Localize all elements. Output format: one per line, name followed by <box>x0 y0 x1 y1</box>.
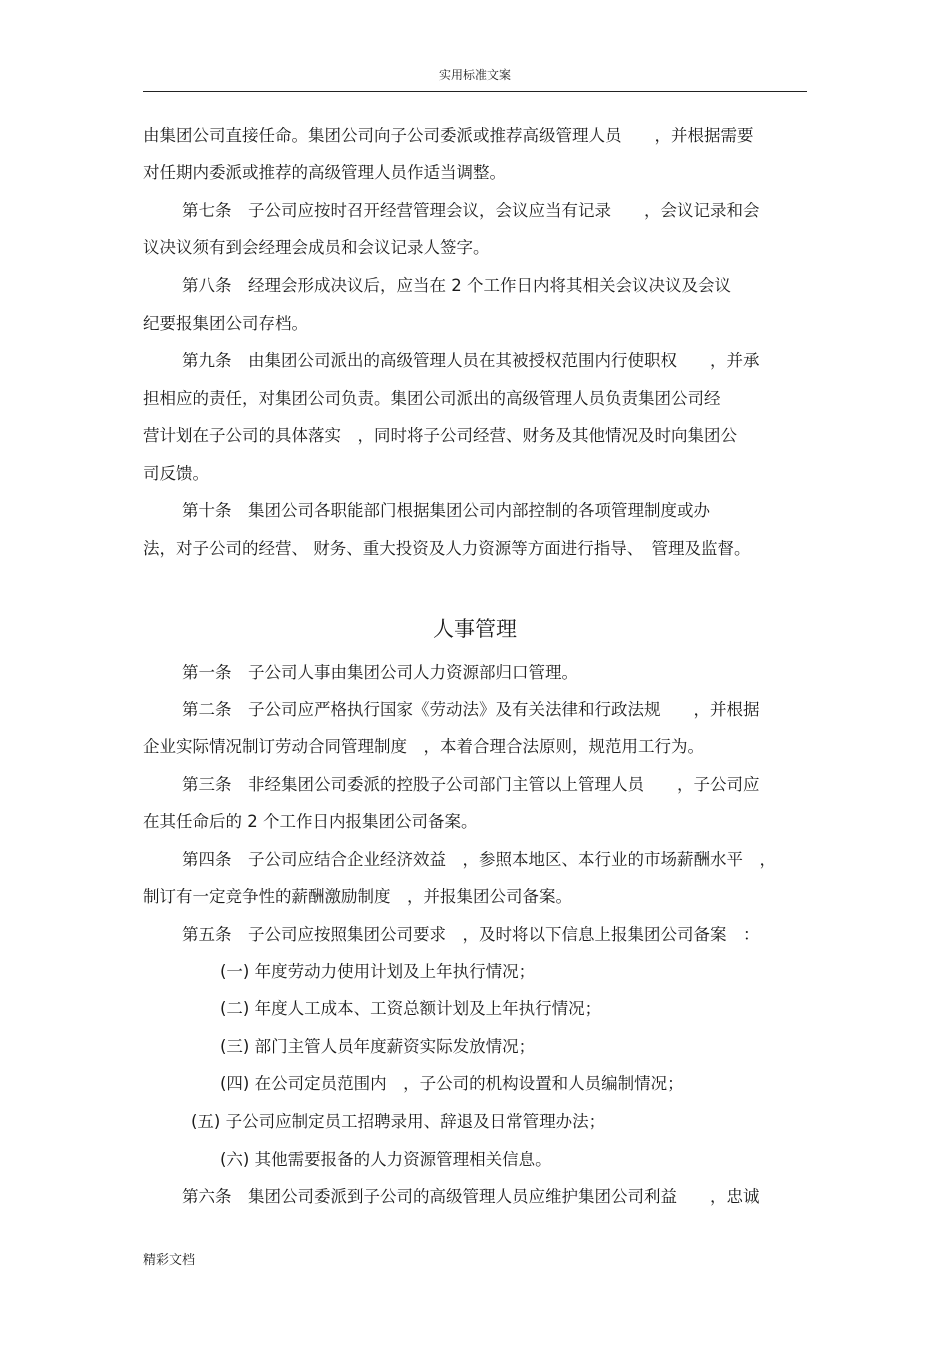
section-line: 第六条 集团公司委派到子公司的高级管理人员应维护集团公司利益 ，忠诚 <box>182 1187 760 1206</box>
page-header: 实用标准文案 <box>438 68 511 82</box>
section-title: 人事管理 <box>433 617 517 641</box>
section-line: 企业实际情况制订劳动合同管理制度 ，本着合理合法原则，规范用工行为。 <box>143 737 704 756</box>
section-line: 第五条 子公司应按照集团公司要求 ，及时将以下信息上报集团公司备案 ： <box>182 925 760 944</box>
list-item: (四) 在公司定员范围内 ，子公司的机构设置和人员编制情况； <box>220 1074 684 1093</box>
list-item: (五) 子公司应制定员工招聘录用、辞退及日常管理办法； <box>191 1112 606 1131</box>
section-line: 第四条 子公司应结合企业经济效益 ，参照本地区、本行业的市场薪酬水平 ， <box>182 850 776 869</box>
list-item: (一) 年度劳动力使用计划及上年执行情况； <box>220 962 536 981</box>
list-item: (二) 年度人工成本、工资总额计划及上年执行情况； <box>220 999 602 1018</box>
body-line: 纪要报集团公司存档。 <box>143 314 308 333</box>
body-line: 第八条 经理会形成决议后，应当在 2 个工作日内将其相关会议决议及会议 <box>182 276 731 295</box>
body-line: 法，对子公司的经营、 财务、重大投资及人力资源等方面进行指导、 管理及监督。 <box>143 539 751 558</box>
list-item: (六) 其他需要报备的人力资源管理相关信息。 <box>220 1150 552 1169</box>
section-line: 第二条 子公司应严格执行国家《劳动法》及有关法律和行政法规 ，并根据 <box>182 700 760 719</box>
list-item: (三) 部门主管人员年度薪资实际发放情况； <box>220 1037 536 1056</box>
body-line: 司反馈。 <box>143 464 209 483</box>
section-line: 第三条 非经集团公司委派的控股子公司部门主管以上管理人员 ，子公司应 <box>182 775 760 794</box>
body-line: 担相应的责任，对集团公司负责。集团公司派出的高级管理人员负责集团公司经 <box>143 389 721 408</box>
body-line: 由集团公司直接任命。集团公司向子公司委派或推荐高级管理人员 ，并根据需要 <box>143 126 754 145</box>
section-line: 制订有一定竞争性的薪酬激励制度 ，并报集团公司备案。 <box>143 887 572 906</box>
page-footer: 精彩文档 <box>143 1253 196 1268</box>
body-line: 第七条 子公司应按时召开经营管理会议，会议应当有记录 ，会议记录和会 <box>182 201 760 220</box>
section-line: 在其任命后的 2 个工作日内报集团公司备案。 <box>143 812 478 831</box>
header-divider <box>143 91 807 92</box>
body-line: 第十条 集团公司各职能部门根据集团公司内部控制的各项管理制度或办 <box>182 501 710 520</box>
body-line: 议决议须有到会经理会成员和会议记录人签字。 <box>143 238 490 257</box>
body-line: 第九条 由集团公司派出的高级管理人员在其被授权范围内行使职权 ，并承 <box>182 351 760 370</box>
section-line: 第一条 子公司人事由集团公司人力资源部归口管理。 <box>182 663 578 682</box>
body-line: 营计划在子公司的具体落实 ，同时将子公司经营、财务及其他情况及时向集团公 <box>143 426 737 445</box>
body-line: 对任期内委派或推荐的高级管理人员作适当调整。 <box>143 163 506 182</box>
